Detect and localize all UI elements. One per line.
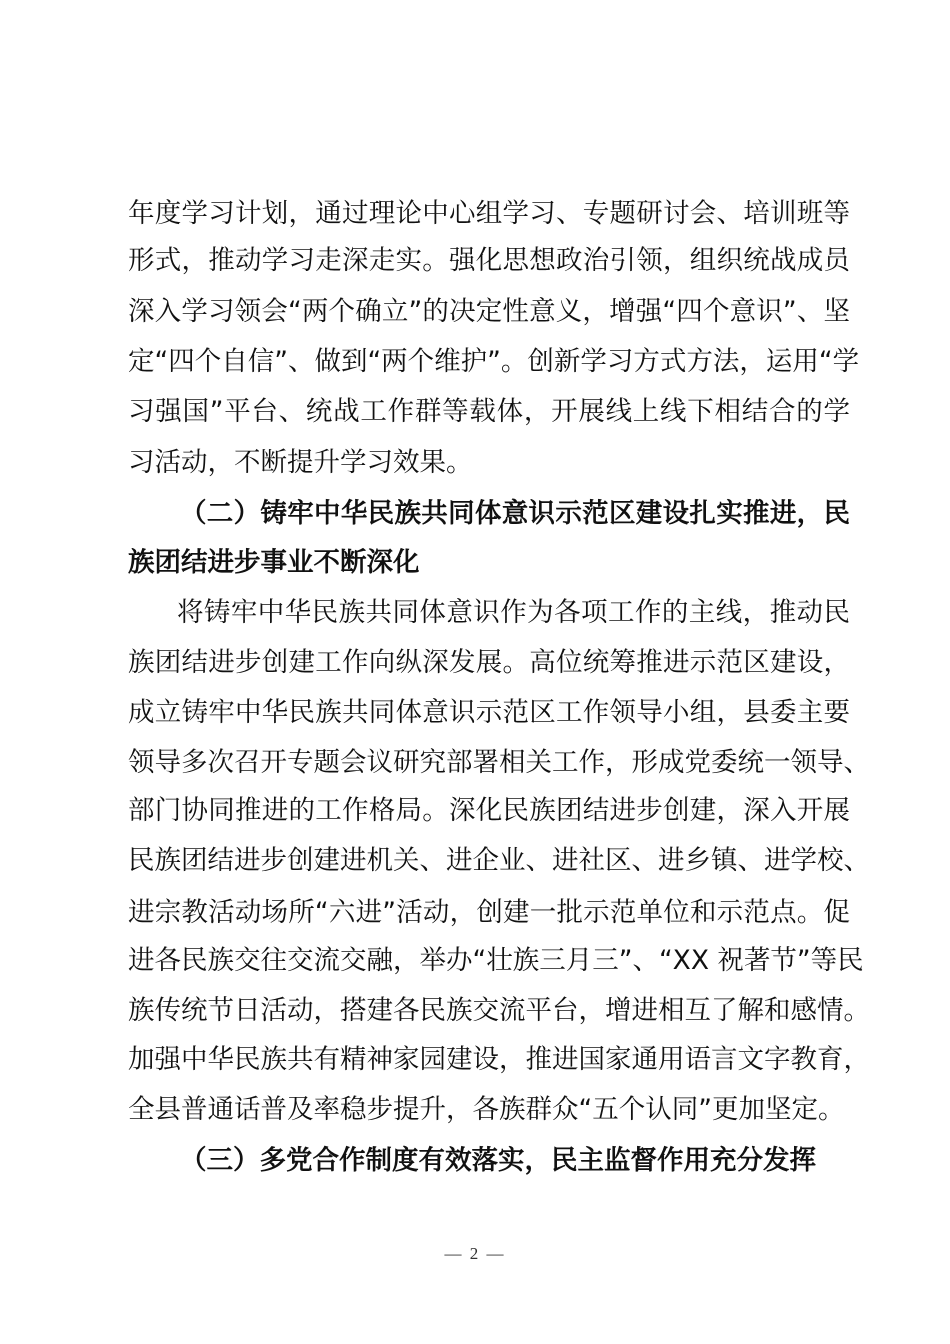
text-line: 习强国”平台、统战工作群等载体，开展线上线下相结合的学 bbox=[128, 396, 850, 427]
text-line: 民族团结进步创建进机关、进企业、进社区、进乡镇、进学校、 bbox=[128, 845, 870, 876]
page-number: — 2 — bbox=[444, 1244, 506, 1263]
text-line: 定“四个自信”、做到“两个维护”。创新学习方式方法，运用“学 bbox=[128, 346, 860, 377]
heading-line: （二）铸牢中华民族共同体意识示范区建设扎实推进，民 bbox=[180, 498, 850, 529]
text-line: 将铸牢中华民族共同体意识作为各项工作的主线，推动民 bbox=[177, 597, 850, 628]
heading-line: 族团结进步事业不断深化 bbox=[128, 547, 420, 578]
text-line: 成立铸牢中华民族共同体意识示范区工作领导小组，县委主要 bbox=[128, 697, 850, 728]
text-line: 族传统节日活动，搭建各民族交流平台，增进相互了解和感情。 bbox=[128, 995, 870, 1026]
text-line: 形式，推动学习走深走实。强化思想政治引领，组织统战成员 bbox=[128, 245, 850, 276]
text-line: 习活动，不断提升学习效果。 bbox=[128, 447, 473, 478]
text-line: 全县普通话普及率稳步提升，各族群众“五个认同”更加坚定。 bbox=[128, 1094, 845, 1125]
text-line: 进宗教活动场所“六进”活动，创建一批示范单位和示范点。促 bbox=[128, 897, 850, 928]
text-line: 进各民族交往交流交融，举办“壮族三月三”、“XX 祝著节”等民 bbox=[128, 945, 864, 976]
heading-line: （三）多党合作制度有效落实，民主监督作用充分发挥 bbox=[180, 1145, 816, 1176]
text-line: 部门协同推进的工作格局。深化民族团结进步创建，深入开展 bbox=[128, 795, 850, 826]
text-line: 年度学习计划，通过理论中心组学习、专题研讨会、培训班等 bbox=[128, 198, 850, 229]
text-line: 族团结进步创建工作向纵深发展。高位统筹推进示范区建设， bbox=[128, 647, 850, 678]
text-line: 加强中华民族共有精神家园建设，推进国家通用语言文字教育， bbox=[128, 1044, 870, 1075]
text-line: 领导多次召开专题会议研究部署相关工作，形成党委统一领导、 bbox=[128, 747, 870, 778]
text-line: 深入学习领会“两个确立”的决定性意义，增强“四个意识”、坚 bbox=[128, 296, 850, 327]
